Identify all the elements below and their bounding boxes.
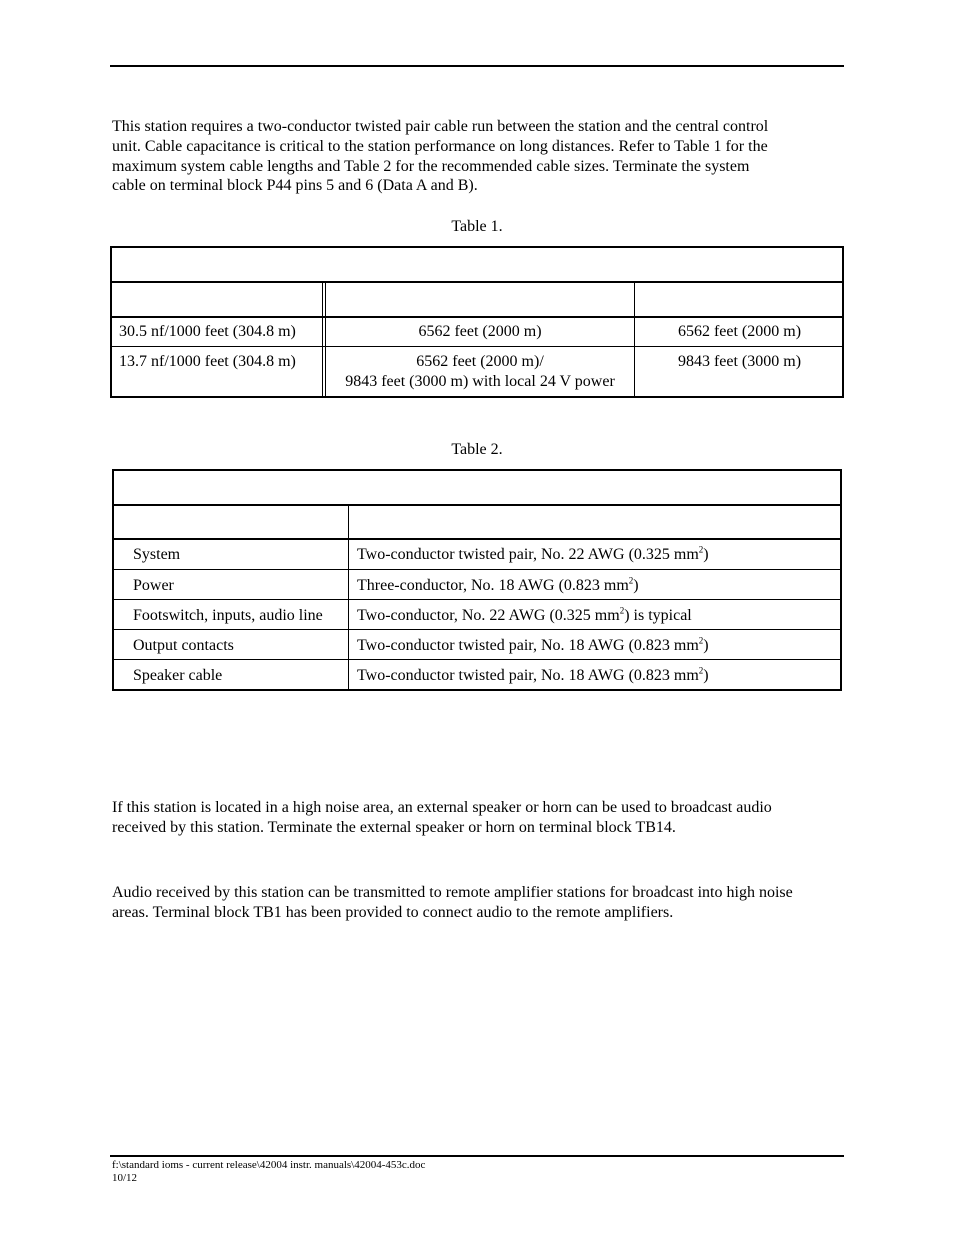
table1-length-cell [326, 352, 634, 392]
table2-use-cell: Power [133, 577, 174, 594]
table1-divider [112, 316, 842, 318]
cable-spec: Two-conductor twisted pair, No. 22 AWG (0.325 mm [357, 546, 699, 563]
table1-divider [112, 346, 842, 347]
cable-spec-suffix: ) [703, 667, 709, 684]
table2-cable-cell [357, 545, 837, 565]
amplifier-line: areas. Terminal block TB1 has been provided to connect audio to the remote amplifiers. [112, 903, 674, 921]
table1-length-cell: 9843 feet (3000 m) [677, 353, 802, 370]
footer-rule [110, 1155, 844, 1157]
cable-spec-suffix: ) [703, 637, 709, 654]
intro-line: maximum system cable lengths and Table 2 for the recommended cable sizes. Terminate the system [112, 157, 750, 175]
table2 [112, 469, 842, 691]
cable-spec: Two-conductor, No. 22 AWG (0.325 mm [357, 607, 620, 624]
table2-use-cell: Output contacts [133, 637, 234, 654]
table2-cable-cell [357, 576, 837, 596]
table1-divider [112, 281, 842, 283]
table2-cable-cell [357, 636, 837, 656]
superscript: 2 [619, 605, 625, 616]
cable-spec: Two-conductor twisted pair, No. 18 AWG (0.823 mm [357, 637, 699, 654]
intro-paragraph [112, 117, 846, 196]
header-rule [110, 65, 844, 67]
intro-line: cable on terminal block P44 pins 5 and 6 (Data A and B). [112, 177, 478, 195]
cable-spec: Three-conductor, No. 18 AWG (0.823 mm [357, 577, 629, 594]
superscript: 2 [628, 575, 634, 586]
speaker-line: If this station is located in a high noise area, an external speaker or horn can be used to broadcast audio [112, 799, 772, 816]
table2-divider [114, 504, 840, 506]
table2-divider [114, 599, 840, 600]
table2-cable-cell [357, 606, 837, 626]
table1-col-divider [322, 282, 323, 396]
amplifier-line: Audio received by this station can be transmitted to remote amplifier stations for broadcast into high noise [112, 884, 793, 901]
table2-cable-cell [357, 666, 837, 686]
cable-spec-suffix: ) is typical [624, 607, 692, 624]
cable-spec: Two-conductor twisted pair, No. 18 AWG (0.823 mm [357, 667, 699, 684]
table1-length-line: 9843 feet (3000 m) with local 24 V power [345, 372, 615, 390]
table1-capacitance-cell: 30.5 nf/1000 feet (304.8 m) [119, 323, 296, 340]
table2-use-cell: Footswitch, inputs, audio line [133, 607, 323, 624]
superscript: 2 [698, 635, 704, 646]
footer-path: f:\standard ioms - current release\42004 instr. manuals\42004-453c.doc [112, 1159, 426, 1171]
table1-caption: Table 1. [451, 218, 503, 235]
table2-caption: Table 2. [451, 441, 503, 458]
table2-use-cell: System [133, 546, 181, 563]
intro-line: This station requires a two-conductor twisted pair cable run between the station and the central control [112, 118, 769, 135]
cable-spec-suffix: ) [633, 577, 639, 594]
superscript: 2 [698, 665, 704, 676]
intro-line: unit. Cable capacitance is critical to the station performance on long distances. Refer to Table 1 for the [112, 137, 768, 155]
table2-divider [114, 659, 840, 660]
table1-length-line: 6562 feet (2000 m)/ [416, 353, 544, 370]
table1-capacitance-cell: 13.7 nf/1000 feet (304.8 m) [119, 353, 296, 370]
table2-divider [114, 569, 840, 570]
table1 [110, 246, 844, 398]
superscript: 2 [698, 544, 704, 555]
table1-length-cell: 6562 feet (2000 m) [677, 323, 802, 340]
table2-use-cell: Speaker cable [133, 667, 223, 684]
table2-divider [114, 629, 840, 630]
table2-col-divider [348, 505, 349, 689]
speaker-line: received by this station. Terminate the external speaker or horn on terminal block TB14. [112, 818, 676, 836]
footer-date: 10/12 [112, 1172, 138, 1184]
table2-divider [114, 538, 840, 540]
speaker-paragraph [112, 798, 846, 838]
table1-length-cell: 6562 feet (2000 m) [418, 323, 542, 340]
amplifier-paragraph [112, 883, 846, 923]
cable-spec-suffix: ) [703, 546, 709, 563]
